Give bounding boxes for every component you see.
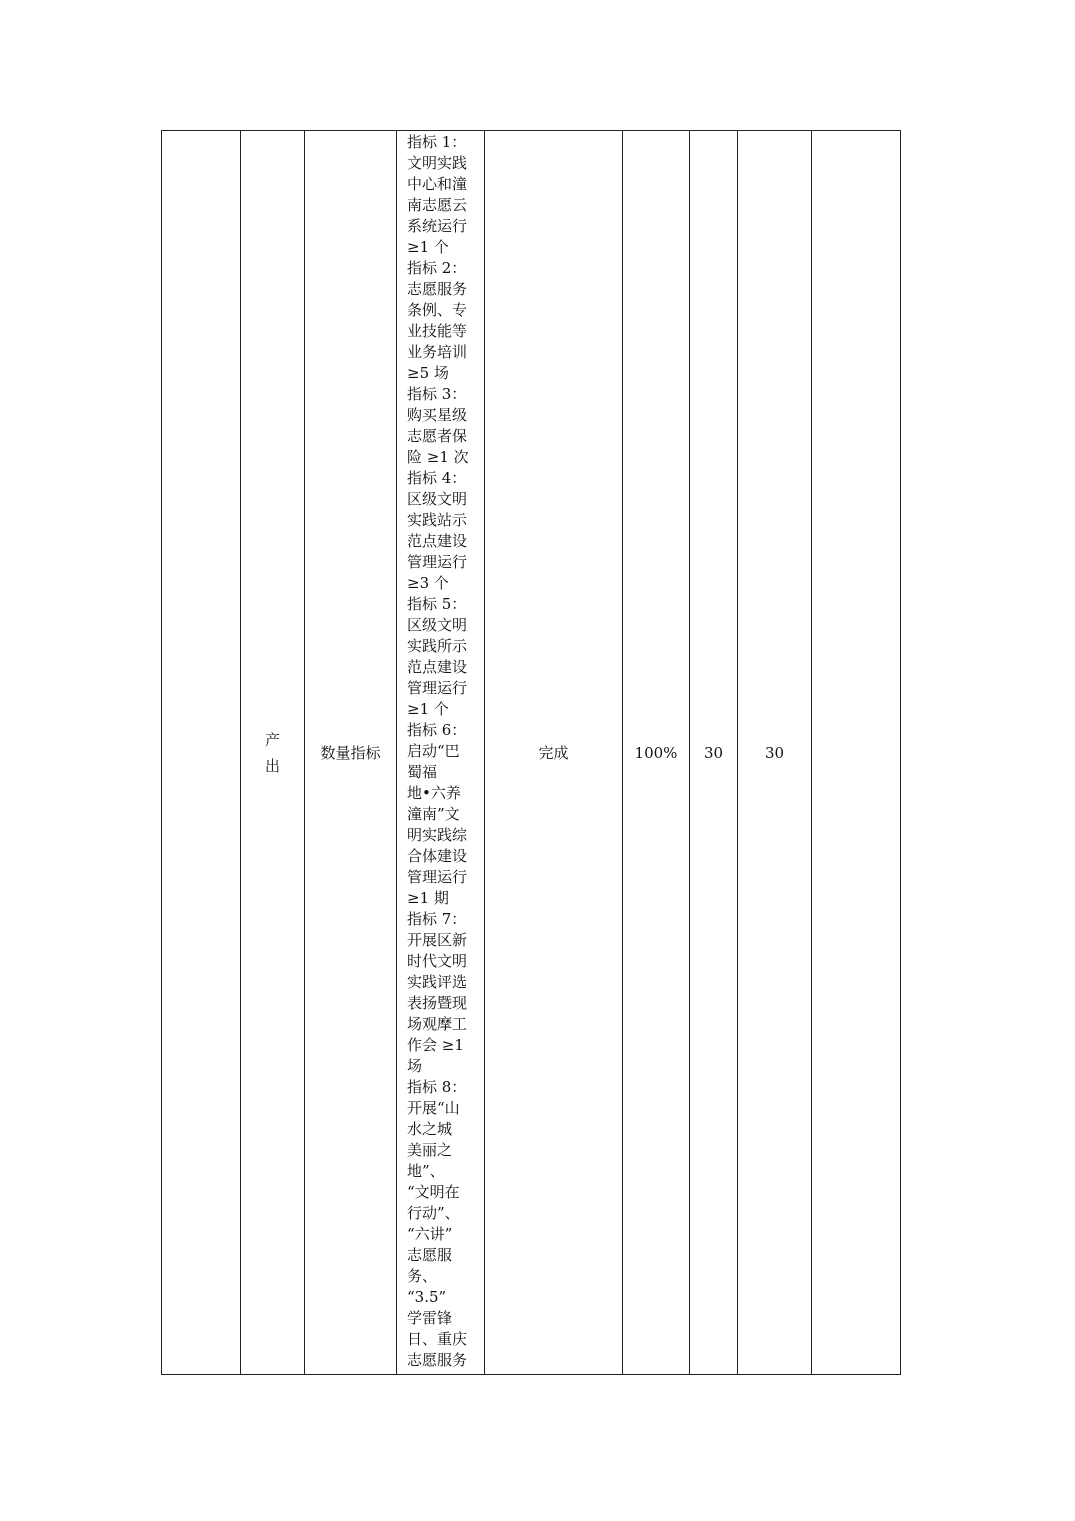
level1-cell	[162, 131, 241, 1375]
remark-cell	[812, 131, 901, 1375]
completion-rate-cell: 100%	[623, 131, 690, 1375]
score-cell: 30	[738, 131, 812, 1375]
table-row	[162, 131, 901, 1375]
level2-cell	[241, 131, 305, 1375]
weight-cell: 30	[690, 131, 738, 1375]
level3-cell: 数量指标	[305, 131, 397, 1375]
level2-label: 产出	[264, 730, 280, 775]
performance-table	[161, 130, 901, 1375]
indicator-cell: 指标 1： 文明实践 中心和潼 南志愿云 系统运行 ≥1 个 指标 2： 志愿服务 条例、专 业技能等 业务培训 ≥5 场 指标 3： 购买星级 志愿者保 险 ≥1 次 指标 4： 区级文明 实践站示 范点建设 管理运行 ≥3 个 指标 5： 区级文明 实践所示 范点建设 管理运行 ≥1 个 指标 6： 启动“巴 蜀福 地•六养 潼南”文 明实践综 合体建设 管理运行 ≥1 期 指标 7： 开展区新 时代文明 实践评选 表扬暨现 场观摩工 作会 ≥1 场 指标 8： 开展“山 水之城 美丽之 地”、 “文明在 行动”、 “六讲” 志愿服 务、 “3.5” 学雷锋 日、重庆 志愿服务	[397, 131, 485, 1375]
actual-value-cell: 完成	[485, 131, 623, 1375]
